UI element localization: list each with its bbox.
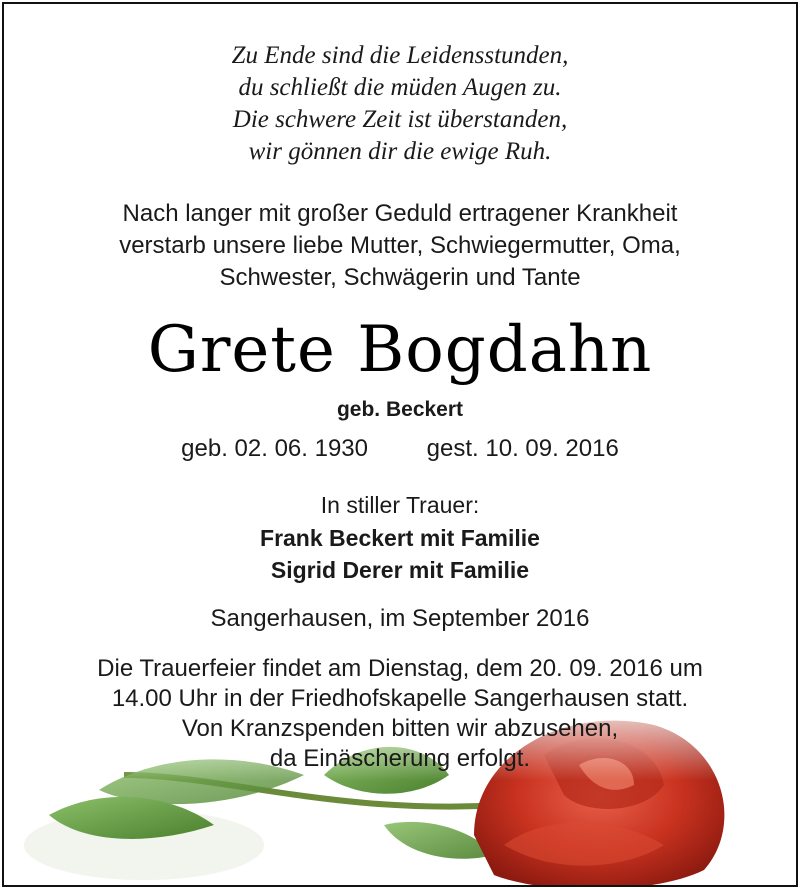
verse-line: Die schwere Zeit ist überstanden, <box>232 106 568 133</box>
birth-date: geb. 02. 06. 1930 <box>181 435 368 462</box>
verse <box>4 40 796 168</box>
mourning-label: In stiller Trauer: <box>320 492 480 518</box>
obituary-card <box>2 2 798 887</box>
funeral-line: Von Kranzspenden bitten wir abzusehen, <box>181 715 619 742</box>
funeral-line: Die Trauerfeier findet am Dienstag, dem 20. 09. 2016 um <box>97 655 703 682</box>
place-date: Sangerhausen, im September 2016 <box>210 605 590 632</box>
funeral-line: 14.00 Uhr in der Friedhofskapelle Sangerhausen statt. <box>111 685 689 712</box>
funeral-line: da Einäscherung erfolgt. <box>269 745 531 772</box>
intro-line: verstarb unsere liebe Mutter, Schwiegermutter, Oma, <box>119 232 681 259</box>
funeral-notice <box>4 654 796 774</box>
verse-line: wir gönnen dir die ewige Ruh. <box>248 138 552 165</box>
mourner-name: Frank Beckert mit Familie <box>260 525 540 551</box>
deceased-name: Grete Bogdahn <box>147 313 653 387</box>
intro-text <box>4 198 796 294</box>
intro-line: Schwester, Schwägerin und Tante <box>219 264 581 291</box>
mourner-name: Sigrid Derer mit Familie <box>270 557 530 583</box>
intro-line: Nach langer mit großer Geduld ertragener Krankheit <box>122 200 678 227</box>
death-date: gest. 10. 09. 2016 <box>426 435 619 462</box>
life-dates <box>4 432 796 466</box>
verse-line: Zu Ende sind die Leidensstunden, <box>231 42 569 69</box>
verse-line: du schließt die müden Augen zu. <box>238 74 562 101</box>
maiden-name: geb. Beckert <box>336 398 464 421</box>
